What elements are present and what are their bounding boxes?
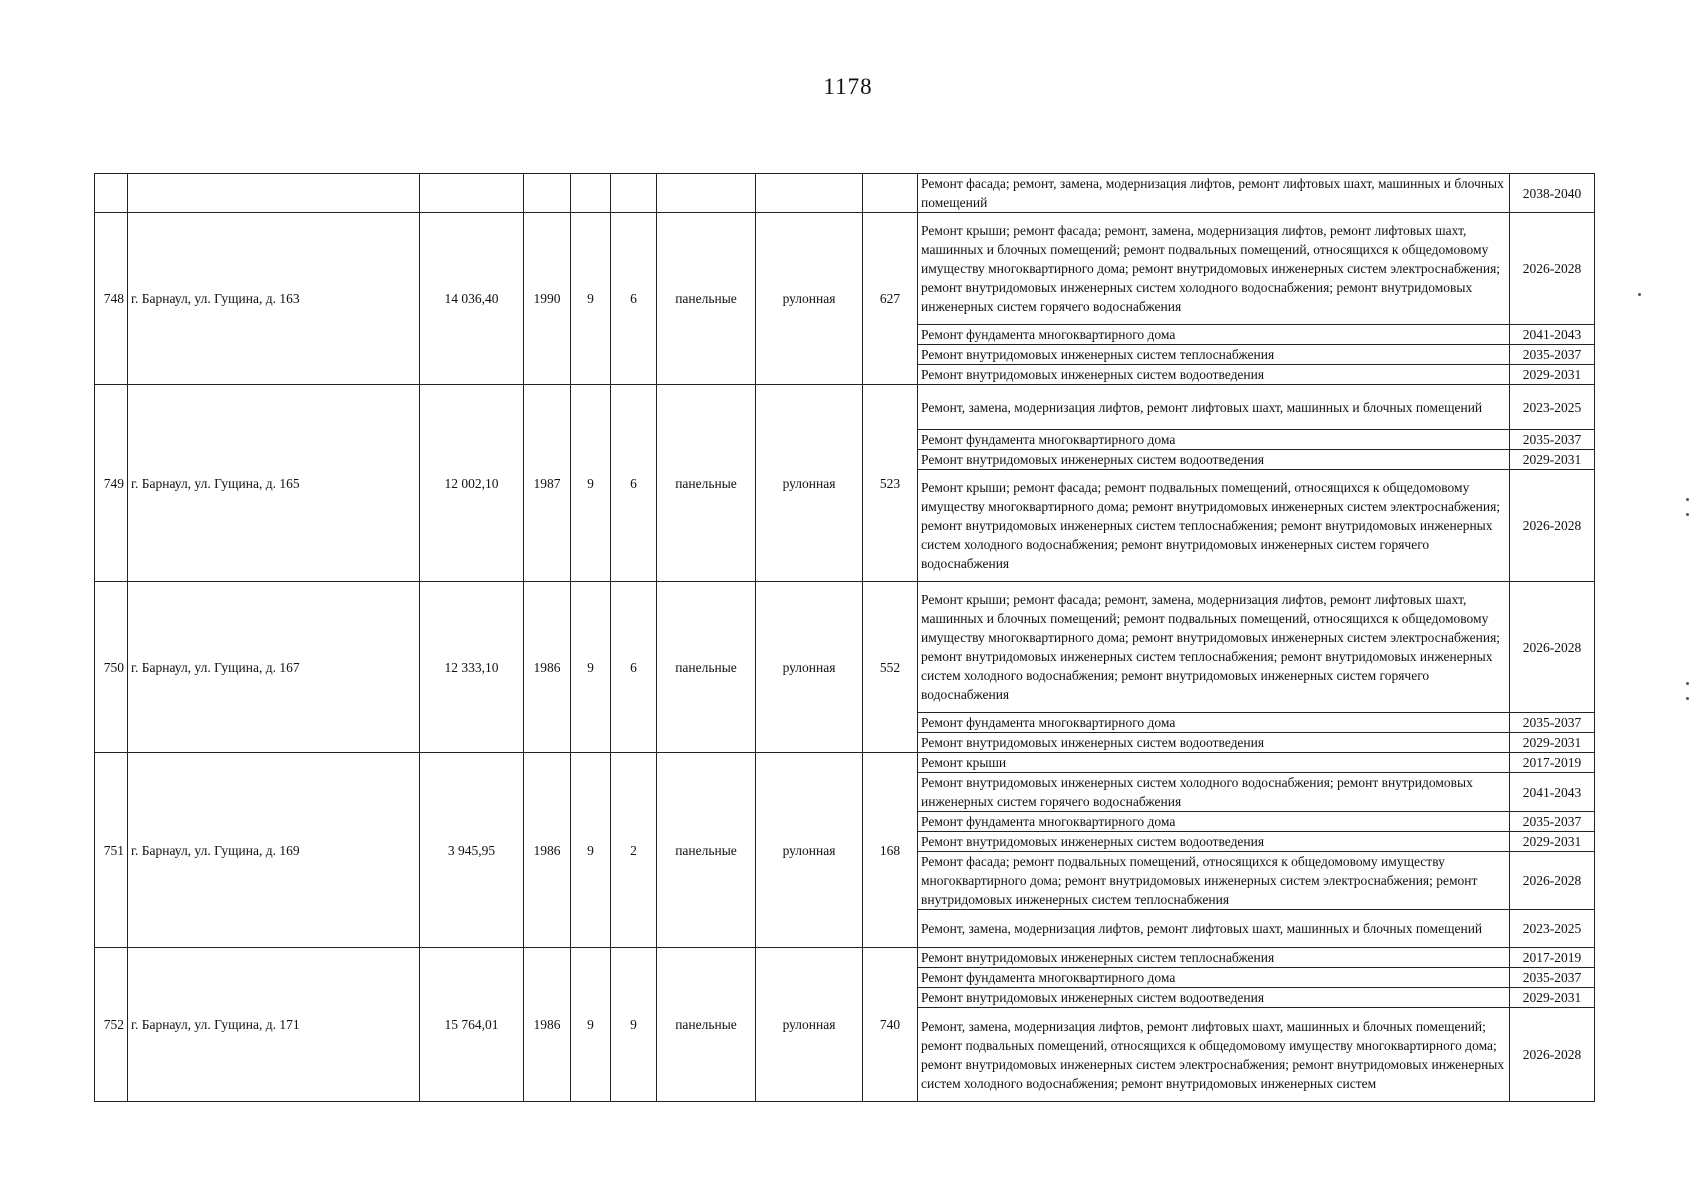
work-description: Ремонт фундамента многоквартирного дома: [918, 713, 1510, 733]
walls-cell: [657, 174, 756, 213]
work-description: Ремонт внутридомовых инженерных систем водоотведения: [918, 988, 1510, 1008]
entrances-cell: 6: [611, 582, 657, 753]
table-row: [95, 948, 1595, 968]
year-cell: [524, 174, 571, 213]
work-period: 2029-2031: [1510, 450, 1595, 470]
entrances-cell: 2: [611, 753, 657, 948]
roof-cell: рулонная: [756, 948, 863, 1102]
scan-speck: [1638, 293, 1641, 296]
scan-speck: [1686, 498, 1689, 501]
work-period: 2029-2031: [1510, 988, 1595, 1008]
work-description: Ремонт внутридомовых инженерных систем холодного водоснабжения; ремонт внутридомовых инженерных систем горячего водоснабжения: [918, 773, 1510, 812]
work-description: Ремонт крыши: [918, 753, 1510, 773]
walls-cell: панельные: [657, 753, 756, 948]
area-cell: 15 764,01: [420, 948, 524, 1102]
work-description: Ремонт фасада; ремонт, замена, модернизация лифтов, ремонт лифтовых шахт, машинных и блочных помещений: [918, 174, 1510, 213]
roof-cell: [756, 174, 863, 213]
repair-schedule-table: [94, 173, 1595, 1102]
area-cell: 12 333,10: [420, 582, 524, 753]
row-number: 751: [95, 753, 128, 948]
year-cell: 1986: [524, 582, 571, 753]
work-period: 2029-2031: [1510, 733, 1595, 753]
address-cell: [128, 174, 420, 213]
work-description: Ремонт внутридомовых инженерных систем водоотведения: [918, 733, 1510, 753]
year-cell: 1986: [524, 948, 571, 1102]
year-cell: 1990: [524, 213, 571, 385]
floors-cell: 9: [571, 948, 611, 1102]
walls-cell: панельные: [657, 582, 756, 753]
floors-cell: 9: [571, 213, 611, 385]
area-cell: [420, 174, 524, 213]
work-description: Ремонт внутридомовых инженерных систем водоотведения: [918, 450, 1510, 470]
scan-speck: [1686, 697, 1689, 700]
address-cell: г. Барнаул, ул. Гущина, д. 163: [128, 213, 420, 385]
work-period: 2041-2043: [1510, 773, 1595, 812]
table-row: [95, 213, 1595, 325]
roof-cell: рулонная: [756, 582, 863, 753]
year-cell: 1986: [524, 753, 571, 948]
roof-cell: рулонная: [756, 213, 863, 385]
row-number: 749: [95, 385, 128, 582]
table-row: [95, 753, 1595, 773]
residents-cell: 627: [863, 213, 918, 385]
table-row: [95, 582, 1595, 713]
area-cell: 12 002,10: [420, 385, 524, 582]
row-number: 748: [95, 213, 128, 385]
work-period: 2029-2031: [1510, 832, 1595, 852]
work-period: 2017-2019: [1510, 948, 1595, 968]
residents-cell: 523: [863, 385, 918, 582]
work-period: 2038-2040: [1510, 174, 1595, 213]
roof-cell: рулонная: [756, 753, 863, 948]
scan-speck: [1686, 513, 1689, 516]
address-cell: г. Барнаул, ул. Гущина, д. 171: [128, 948, 420, 1102]
entrances-cell: 6: [611, 213, 657, 385]
work-description: Ремонт, замена, модернизация лифтов, ремонт лифтовых шахт, машинных и блочных помещений; ремонт подвальных помещений, относящихся к общедомовому имуществу многоквартирного дома; ремонт внутридомовых инженерных систем электроснабжения; ремонт внутридомовых инженерных систем холодного водоснабжения; ремонт внутридомовых инженерных систем: [918, 1008, 1510, 1102]
walls-cell: панельные: [657, 948, 756, 1102]
work-period: 2023-2025: [1510, 385, 1595, 430]
roof-cell: рулонная: [756, 385, 863, 582]
work-description: Ремонт крыши; ремонт фасада; ремонт подвальных помещений, относящихся к общедомовому имуществу многоквартирного дома; ремонт внутридомовых инженерных систем электроснабжения; ремонт внутридомовых инженерных систем теплоснабжения; ремонт внутридомовых инженерных систем холодного водоснабжения; ремонт внутридомовых инженерных систем горячего водоснабжения: [918, 470, 1510, 582]
floors-cell: 9: [571, 385, 611, 582]
work-description: Ремонт крыши; ремонт фасада; ремонт, замена, модернизация лифтов, ремонт лифтовых шахт, машинных и блочных помещений; ремонт подвальных помещений, относящихся к общедомовому имуществу многоквартирного дома; ремонт внутридомовых инженерных систем электроснабжения; ремонт внутридомовых инженерных систем теплоснабжения; ремонт внутридомовых инженерных систем холодного водоснабжения; ремонт внутридомовых инженерных систем горячего водоснабжения: [918, 582, 1510, 713]
work-period: 2017-2019: [1510, 753, 1595, 773]
work-description: Ремонт внутридомовых инженерных систем теплоснабжения: [918, 345, 1510, 365]
work-description: Ремонт внутридомовых инженерных систем водоотведения: [918, 365, 1510, 385]
work-period: 2029-2031: [1510, 365, 1595, 385]
entrances-cell: 9: [611, 948, 657, 1102]
table-body: [95, 174, 1595, 1102]
entrances-cell: 6: [611, 385, 657, 582]
residents-cell: 740: [863, 948, 918, 1102]
area-cell: 14 036,40: [420, 213, 524, 385]
work-period: 2026-2028: [1510, 852, 1595, 910]
walls-cell: панельные: [657, 385, 756, 582]
walls-cell: панельные: [657, 213, 756, 385]
page-number: 1178: [823, 74, 873, 99]
work-description: Ремонт фундамента многоквартирного дома: [918, 812, 1510, 832]
work-period: 2035-2037: [1510, 968, 1595, 988]
table-row: [95, 174, 1595, 213]
row-number: 750: [95, 582, 128, 753]
work-description: Ремонт внутридомовых инженерных систем теплоснабжения: [918, 948, 1510, 968]
work-period: 2026-2028: [1510, 470, 1595, 582]
floors-cell: [571, 174, 611, 213]
work-period: 2041-2043: [1510, 325, 1595, 345]
address-cell: г. Барнаул, ул. Гущина, д. 167: [128, 582, 420, 753]
work-period: 2035-2037: [1510, 430, 1595, 450]
work-description: Ремонт фасада; ремонт подвальных помещений, относящихся к общедомовому имуществу многоквартирного дома; ремонт внутридомовых инженерных систем электроснабжения; ремонт внутридомовых инженерных систем теплоснабжения: [918, 852, 1510, 910]
row-number: [95, 174, 128, 213]
area-cell: 3 945,95: [420, 753, 524, 948]
work-period: 2026-2028: [1510, 582, 1595, 713]
residents-cell: 168: [863, 753, 918, 948]
row-number: 752: [95, 948, 128, 1102]
work-period: 2035-2037: [1510, 713, 1595, 733]
scan-speck: [1686, 682, 1689, 685]
work-period: 2035-2037: [1510, 812, 1595, 832]
year-cell: 1987: [524, 385, 571, 582]
work-period: 2026-2028: [1510, 1008, 1595, 1102]
work-period: 2035-2037: [1510, 345, 1595, 365]
work-description: Ремонт, замена, модернизация лифтов, ремонт лифтовых шахт, машинных и блочных помещений: [918, 385, 1510, 430]
work-description: Ремонт, замена, модернизация лифтов, ремонт лифтовых шахт, машинных и блочных помещений: [918, 910, 1510, 948]
work-period: 2026-2028: [1510, 213, 1595, 325]
residents-cell: 552: [863, 582, 918, 753]
work-description: Ремонт фундамента многоквартирного дома: [918, 430, 1510, 450]
work-description: Ремонт фундамента многоквартирного дома: [918, 325, 1510, 345]
address-cell: г. Барнаул, ул. Гущина, д. 165: [128, 385, 420, 582]
floors-cell: 9: [571, 582, 611, 753]
work-description: Ремонт фундамента многоквартирного дома: [918, 968, 1510, 988]
residents-cell: [863, 174, 918, 213]
table-row: [95, 385, 1595, 430]
entrances-cell: [611, 174, 657, 213]
address-cell: г. Барнаул, ул. Гущина, д. 169: [128, 753, 420, 948]
work-description: Ремонт крыши; ремонт фасада; ремонт, замена, модернизация лифтов, ремонт лифтовых шахт, машинных и блочных помещений; ремонт подвальных помещений, относящихся к общедомовому имуществу многоквартирного дома; ремонт внутридомовых инженерных систем электроснабжения; ремонт внутридомовых инженерных систем холодного водоснабжения; ремонт внутридомовых инженерных систем горячего водоснабжения: [918, 213, 1510, 325]
work-description: Ремонт внутридомовых инженерных систем водоотведения: [918, 832, 1510, 852]
floors-cell: 9: [571, 753, 611, 948]
work-period: 2023-2025: [1510, 910, 1595, 948]
